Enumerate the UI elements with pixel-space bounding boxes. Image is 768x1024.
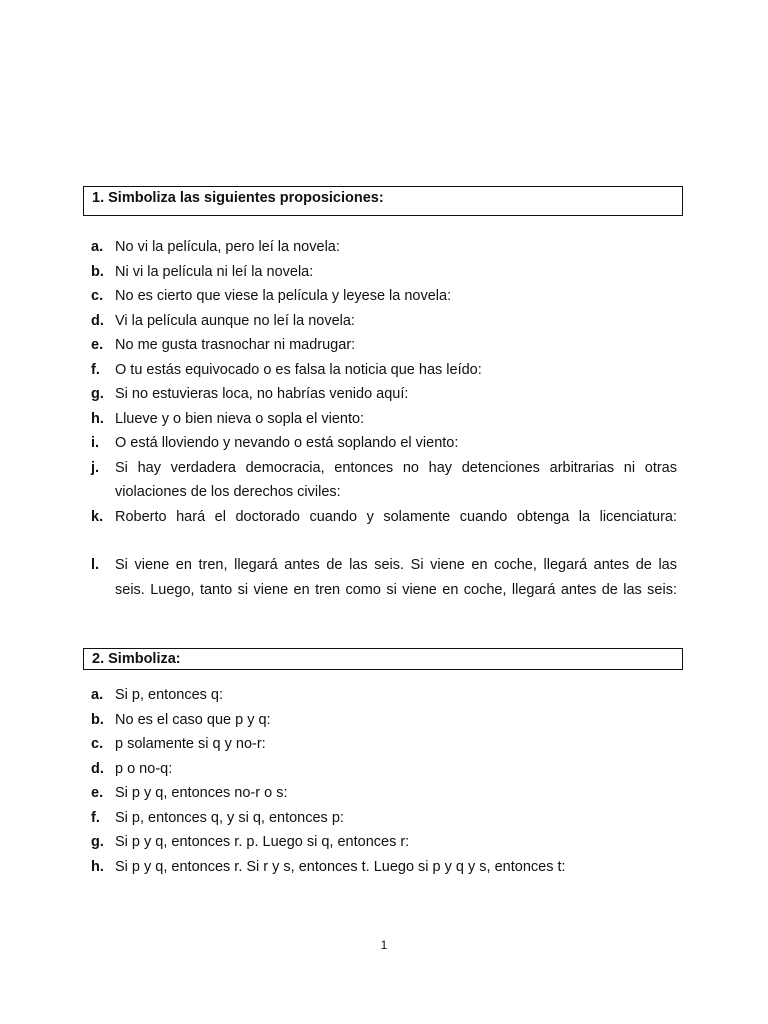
item-letter: j. <box>91 459 100 476</box>
list-item <box>91 806 677 831</box>
item-letter: h. <box>91 858 104 875</box>
item-letter: g. <box>91 386 104 402</box>
item-text-line-2: seis. Luego, tanto si viene en tren como si viene en coche, llegará antes de las seis: <box>115 581 677 598</box>
item-text: Si no estuvieras loca, no habrías venido aquí: <box>115 386 409 402</box>
item-letter: k. <box>91 508 104 525</box>
item-text: No me gusta trasnochar ni madrugar: <box>115 337 356 353</box>
section-2-header <box>83 648 683 670</box>
section-1-list <box>91 235 677 602</box>
item-text: Si p, entonces q, y si q, entonces p: <box>115 809 344 826</box>
item-letter: d. <box>91 760 104 777</box>
item-letter: d. <box>91 312 104 329</box>
list-item <box>91 757 677 782</box>
spacer <box>91 529 677 553</box>
list-item <box>91 683 677 708</box>
item-letter: f. <box>91 361 100 378</box>
list-item <box>91 732 677 757</box>
item-text-line-1: Si viene en tren, llegará antes de las seis. Si viene en coche, llegará antes de las <box>115 557 677 573</box>
item-text: O está lloviendo y nevando o está soplando el viento: <box>115 435 459 451</box>
list-item <box>91 505 677 530</box>
item-text: p solamente si q y no-r: <box>115 736 266 752</box>
list-item <box>91 358 677 383</box>
item-letter: c. <box>91 736 104 752</box>
list-item <box>91 382 677 407</box>
list-item <box>91 553 677 602</box>
item-text: p o no-q: <box>115 760 173 777</box>
item-text: O tu estás equivocado o es falsa la noticia que has leído: <box>115 361 482 378</box>
list-item <box>91 309 677 334</box>
list-item <box>91 284 677 309</box>
section-2-title: 2. Simboliza: <box>92 651 181 667</box>
item-text: Roberto hará el doctorado cuando y solamente cuando obtenga la licenciatura: <box>115 508 677 525</box>
item-letter: c. <box>91 288 104 304</box>
item-text: Si p y q, entonces r. p. Luego si q, entonces r: <box>115 834 410 850</box>
list-item <box>91 260 677 285</box>
item-letter: e. <box>91 337 104 353</box>
list-item <box>91 708 677 733</box>
section-2-list <box>91 683 677 879</box>
item-letter: f. <box>91 809 100 826</box>
item-letter: b. <box>91 711 104 728</box>
list-item <box>91 781 677 806</box>
list-item <box>91 456 677 505</box>
item-letter: g. <box>91 834 104 850</box>
item-letter: a. <box>91 687 104 703</box>
list-item <box>91 431 677 456</box>
list-item <box>91 333 677 358</box>
item-letter: a. <box>91 239 104 255</box>
item-text: Si p, entonces q: <box>115 687 224 703</box>
list-item <box>91 855 677 880</box>
item-letter: e. <box>91 785 104 801</box>
item-text: No vi la película, pero leí la novela: <box>115 239 340 255</box>
item-text: Llueve y o bien nieva o sopla el viento: <box>115 410 365 427</box>
list-item <box>91 235 677 260</box>
item-text-line-1: Si hay verdadera democracia, entonces no hay detenciones arbitrarias ni otras <box>115 459 677 476</box>
list-item <box>91 830 677 855</box>
item-text: Vi la película aunque no leí la novela: <box>115 312 355 329</box>
item-text: Si p y q, entonces no-r o s: <box>115 785 288 801</box>
item-letter: i. <box>91 435 100 451</box>
list-item <box>91 407 677 432</box>
section-1-title: 1. Simboliza las siguientes proposiciones: <box>92 190 384 206</box>
section-1-header <box>83 186 683 216</box>
item-text: Si p y q, entonces r. Si r y s, entonces t. Luego si p y q y s, entonces t: <box>115 858 566 875</box>
item-text: No es cierto que viese la película y leyese la novela: <box>115 288 452 304</box>
item-text-line-2: violaciones de los derechos civiles: <box>115 484 341 500</box>
item-text: Ni vi la película ni leí la novela: <box>115 263 314 280</box>
item-letter: b. <box>91 263 104 280</box>
item-letter: l. <box>91 557 100 573</box>
item-text: No es el caso que p y q: <box>115 711 271 728</box>
page-number: 1 <box>380 938 388 952</box>
item-letter: h. <box>91 410 104 427</box>
